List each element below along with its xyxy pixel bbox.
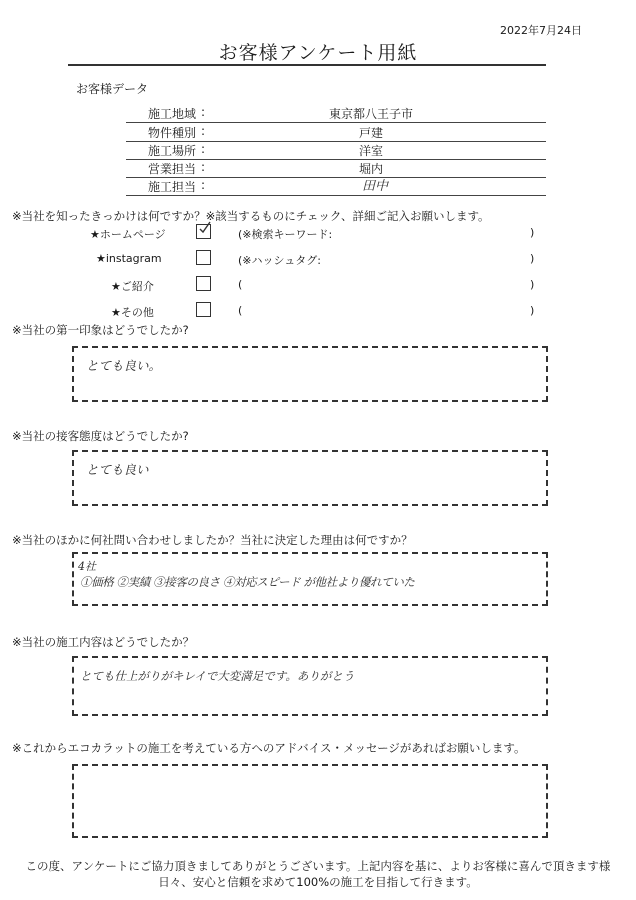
detail-referral: (	[238, 278, 243, 291]
question-work-quality: ※当社の施工内容はどうでしたか？	[12, 635, 195, 649]
question-other-companies: ※当社のほかに何社問い合わせしましたか？当社に決定した理由は何ですか？	[12, 533, 413, 547]
answer-customer-service: とても良い	[86, 462, 149, 477]
customer-row-sales-rep	[126, 159, 546, 178]
detail-instagram: (※ハッシュタグ:	[238, 254, 321, 267]
customer-data-heading: お客様データ	[76, 82, 149, 96]
row-colon: :	[201, 124, 206, 138]
row-label: 営業担当	[148, 162, 197, 176]
row-label: 物件種別	[148, 126, 197, 140]
row-label: 施工場所	[148, 144, 197, 158]
survey-date: 2022年7月24日	[500, 24, 582, 37]
option-label-homepage: ★ホームページ	[90, 228, 166, 241]
checkbox-homepage[interactable]	[196, 224, 211, 239]
option-label-referral: ★ご紹介	[111, 280, 154, 293]
row-label: 施工担当	[148, 180, 197, 194]
row-value: 堀内	[358, 162, 383, 176]
question-advice-message: ※これからエコカラットの施工を考えている方へのアドバイス・メッセージがあればお願いします。	[12, 741, 526, 755]
close-paren-other: )	[530, 304, 535, 317]
check-mark-icon	[198, 221, 212, 235]
row-value: 洋室	[358, 144, 383, 158]
footer-thanks-line1: この度、アンケートにご協力頂きましてありがとうございます。上記内容を基に、よりお客様に喜んで頂きます様	[25, 859, 611, 873]
checkbox-referral[interactable]	[196, 276, 211, 291]
question-customer-service: ※当社の接客態度はどうでしたか?	[12, 429, 189, 443]
close-paren-homepage: )	[530, 226, 535, 239]
customer-row-installer	[126, 177, 546, 196]
title-divider	[68, 64, 546, 66]
customer-row-area	[126, 104, 546, 123]
row-value: 東京都八王子市	[328, 107, 413, 121]
installer-handwritten: 田中	[362, 179, 389, 194]
row-colon: :	[201, 142, 206, 156]
answer-box-customer-service[interactable]	[72, 450, 548, 506]
answer-decision-reason: ①価格 ②実績 ③接客の良さ ④対応スピード が他社より優れていた	[80, 575, 415, 589]
option-label-instagram: ★instagram	[96, 252, 162, 265]
answer-work-quality: とても仕上がりがキレイで大変満足です。ありがとう	[80, 669, 355, 683]
row-value: 戸建	[358, 126, 383, 140]
answer-box-other-companies[interactable]	[72, 552, 548, 606]
detail-homepage: (※検索キーワード:	[238, 228, 333, 241]
question-first-impression: ※当社の第一印象はどうでしたか?	[12, 323, 189, 337]
checkbox-other[interactable]	[196, 302, 211, 317]
question-how-found: ※当社を知ったきっかけは何ですか？※該当するものにチェック、詳細ご記入お願いします。	[12, 209, 490, 223]
answer-company-count: 4社	[78, 560, 96, 573]
row-colon: :	[201, 105, 206, 119]
answer-box-first-impression[interactable]	[72, 346, 548, 402]
row-colon: :	[201, 160, 206, 174]
option-label-other: ★その他	[111, 306, 154, 319]
close-paren-referral: )	[530, 278, 535, 291]
row-colon: :	[201, 178, 206, 192]
detail-other: (	[238, 304, 243, 317]
footer-thanks-line2: 日々、安心と信頼を求めて100%の施工を目指して行きます。	[158, 875, 478, 889]
checkbox-instagram[interactable]	[196, 250, 211, 265]
close-paren-instagram: )	[530, 252, 535, 265]
page-title: お客様アンケート用紙	[218, 42, 418, 64]
customer-row-property-type	[126, 123, 546, 142]
answer-first-impression: とても良い。	[86, 358, 162, 373]
customer-row-location	[126, 141, 546, 160]
answer-box-advice-message[interactable]	[72, 764, 548, 838]
row-label: 施工地域	[148, 107, 197, 121]
answer-box-work-quality[interactable]	[72, 656, 548, 716]
